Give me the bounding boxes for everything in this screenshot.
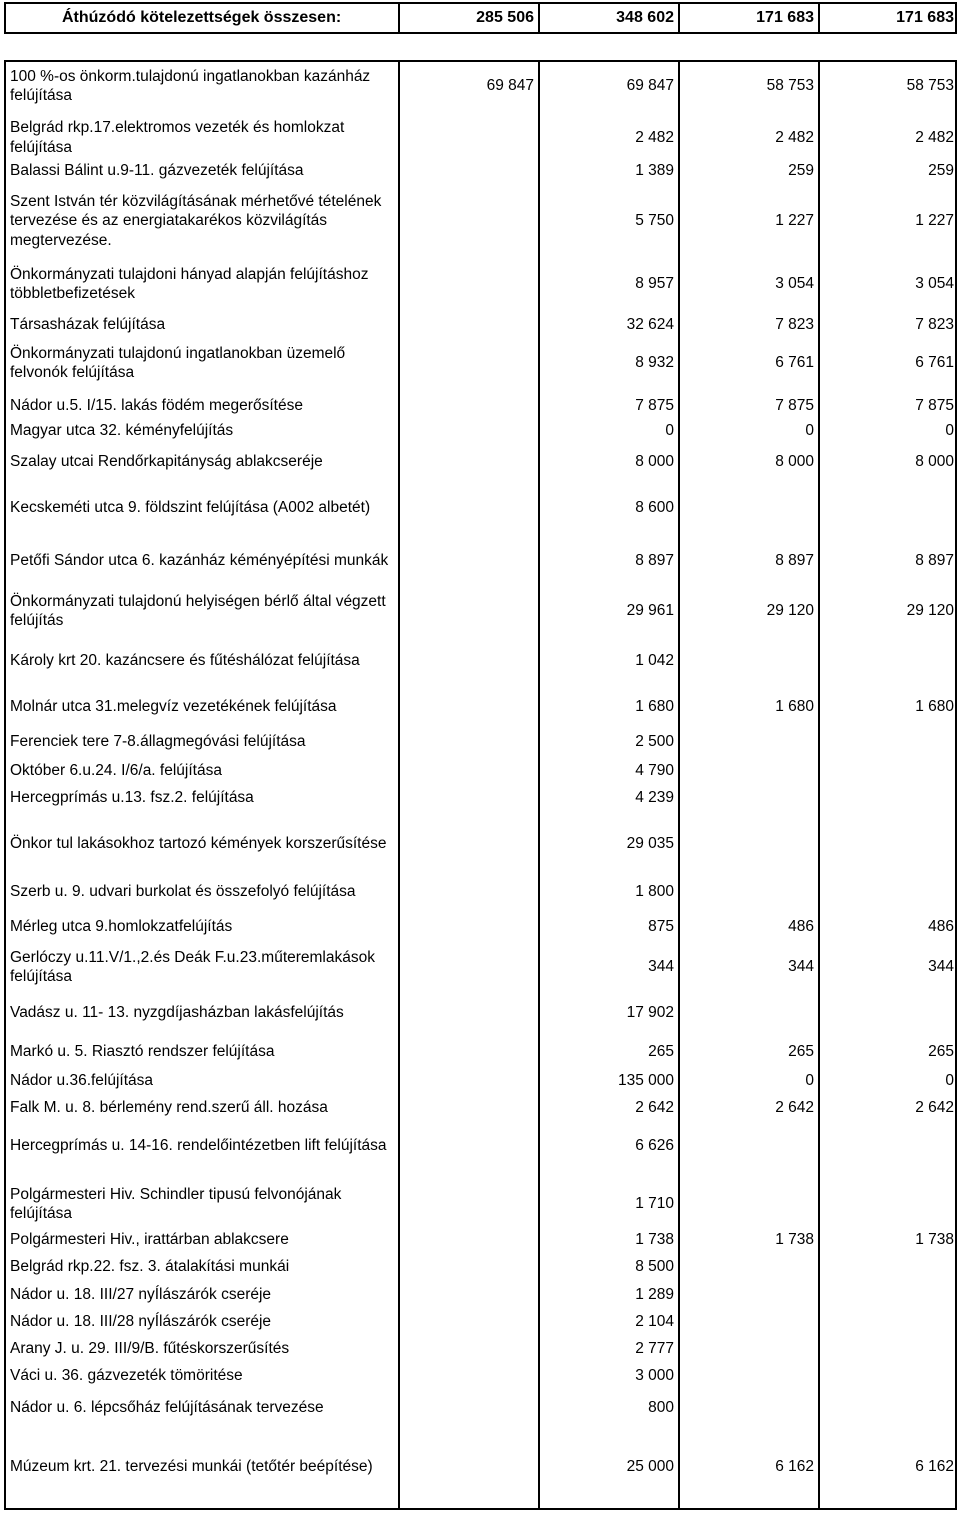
row-value-2: 135 000: [617, 1071, 674, 1089]
row-value-2: 17 902: [626, 1004, 674, 1022]
row-value-4: [824, 758, 954, 783]
summary-title: Áthúzódó kötelezettségek összesen:: [62, 9, 342, 26]
row-value-2: 875: [648, 917, 674, 935]
row-value-3: [684, 1309, 814, 1334]
row-description: Gerlóczy u.11.V/1.,2.és Deák F.u.23.műteremlakások felújítása: [10, 948, 375, 985]
row-value-3: [684, 877, 814, 907]
column-divider: [818, 4, 820, 32]
table-row: [6, 1182, 955, 1226]
row-value-2: 25 000: [626, 1458, 674, 1476]
row-value-3: 344: [788, 958, 814, 976]
row-value-1: [404, 418, 534, 443]
table-row: [6, 259, 955, 309]
row-value-2: 7 875: [635, 396, 674, 414]
row-value-1: [404, 1039, 534, 1064]
row-description: Önkor tul lakásokhoz tartozó kémények korszerűsítése: [10, 835, 387, 853]
table-row: [6, 1336, 955, 1361]
row-value-4: [824, 785, 954, 810]
row-value-4: [824, 1390, 954, 1426]
table-row: [6, 443, 955, 481]
table-row: [6, 1282, 955, 1307]
row-value-3: [684, 1182, 814, 1226]
row-value-2: 4 790: [635, 761, 674, 779]
row-value-4: [824, 1182, 954, 1226]
row-description: Önkormányzati tulajdonú helyiségen bérlő által végzett felújítás: [10, 592, 386, 629]
row-value-4: 29 120: [906, 602, 954, 620]
row-value-3: 2 482: [775, 128, 814, 146]
table-row: [6, 814, 955, 874]
row-value-2: 1 042: [635, 652, 674, 670]
row-value-1: [404, 259, 534, 309]
row-value-1: [404, 1068, 534, 1093]
row-value-1: [404, 758, 534, 783]
table-row: [6, 758, 955, 783]
row-value-4: [824, 1336, 954, 1361]
table-row: [6, 688, 955, 726]
row-value-4: [824, 814, 954, 874]
row-value-4: 8 000: [915, 453, 954, 471]
row-value-1: [404, 814, 534, 874]
obligations-table: [4, 60, 957, 1510]
row-value-4: 58 753: [906, 77, 954, 95]
row-value-3: 7 875: [775, 396, 814, 414]
table-row: [6, 418, 955, 443]
row-value-1: [404, 914, 534, 939]
row-value-4: 1 738: [915, 1230, 954, 1248]
row-value-2: 265: [648, 1042, 674, 1060]
row-value-3: 58 753: [766, 77, 814, 95]
summary-value-2: 348 602: [616, 9, 674, 26]
row-value-2: 8 000: [635, 453, 674, 471]
row-value-3: 3 054: [775, 275, 814, 293]
table-row: [6, 729, 955, 754]
row-description: Hercegprímás u. 14-16. rendelőintézetben lift felújítása: [10, 1137, 387, 1155]
row-description: Önkormányzati tulajdonú ingatlanokban üzemelő felvonók felújítása: [10, 344, 346, 381]
row-value-4: 265: [928, 1042, 954, 1060]
row-value-2: 2 642: [635, 1098, 674, 1116]
row-description: Molnár utca 31.melegvíz vezetékének felújítása: [10, 698, 337, 716]
row-value-1: [404, 638, 534, 684]
row-description: Váci u. 36. gázvezeték tömöritése: [10, 1366, 243, 1384]
row-value-1: [404, 1309, 534, 1334]
row-value-4: 2 482: [915, 128, 954, 146]
row-value-2: 32 624: [626, 315, 674, 333]
row-description: Falk M. u. 8. bérlemény rend.szerű áll. hozása: [10, 1098, 328, 1116]
row-value-1: [404, 187, 534, 255]
row-value-2: 800: [648, 1399, 674, 1417]
row-value-2: 8 600: [635, 499, 674, 517]
row-description: Nádor u. 18. III/28 nyÍlászárók cseréje: [10, 1312, 272, 1330]
row-value-1: [404, 1095, 534, 1120]
row-value-4: 6 162: [915, 1458, 954, 1476]
table-row: [6, 1095, 955, 1120]
row-description: Belgrád rkp.17.elektromos vezeték és homlokzat felújítása: [10, 119, 345, 156]
row-description: Polgármesteri Hiv. Schindler tipusú felvonójának felújítása: [10, 1185, 342, 1222]
row-value-1: [404, 785, 534, 810]
table-row: [6, 914, 955, 939]
row-value-4: 259: [928, 161, 954, 179]
row-value-2: 1 289: [635, 1285, 674, 1303]
row-value-1: [404, 1182, 534, 1226]
row-value-3: 8 000: [775, 453, 814, 471]
row-value-1: [404, 1363, 534, 1388]
row-value-3: 0: [805, 1071, 814, 1089]
table-row: [6, 312, 955, 337]
row-value-3: [684, 1124, 814, 1168]
row-value-2: 344: [648, 958, 674, 976]
row-value-4: [824, 729, 954, 754]
row-description: Petőfi Sándor utca 6. kazánház kéményépítési munkák: [10, 552, 389, 570]
row-value-4: [824, 1363, 954, 1388]
table-row: [6, 1254, 955, 1279]
row-value-3: 6 162: [775, 1458, 814, 1476]
row-value-2: 1 710: [635, 1195, 674, 1213]
row-value-2: 2 104: [635, 1312, 674, 1330]
table-row: [6, 995, 955, 1031]
row-description: Markó u. 5. Riasztó rendszer felújítása: [10, 1042, 275, 1060]
row-description: 100 %-os önkorm.tulajdonú ingatlanokban kazánház felújítása: [10, 67, 371, 104]
row-value-4: 0: [945, 421, 954, 439]
row-description: Magyar utca 32. kéményfelújítás: [10, 421, 234, 439]
table-row: [6, 1390, 955, 1426]
row-value-3: [684, 729, 814, 754]
row-value-2: 1 738: [635, 1230, 674, 1248]
row-value-1: [404, 877, 534, 907]
row-value-1: [404, 1227, 534, 1252]
row-value-4: [824, 1282, 954, 1307]
row-value-3: [684, 638, 814, 684]
row-description: Október 6.u.24. I/6/a. felújítása: [10, 761, 222, 779]
row-value-3: [684, 995, 814, 1031]
row-value-3: 7 823: [775, 315, 814, 333]
table-row: [6, 158, 955, 183]
row-value-3: 259: [788, 161, 814, 179]
table-row: [6, 64, 955, 108]
row-value-1: [404, 995, 534, 1031]
row-value-3: [684, 485, 814, 531]
table-row: [6, 1068, 955, 1093]
row-description: Hercegprímás u.13. fsz.2. felújítása: [10, 788, 254, 806]
row-description: Szerb u. 9. udvari burkolat és összefolyó felújítása: [10, 883, 356, 901]
row-description: Balassi Bálint u.9-11. gázvezeték felújítása: [10, 161, 304, 179]
row-description: Nádor u. 18. III/27 nyÍlászárók cseréje: [10, 1285, 272, 1303]
row-description: Önkormányzati tulajdoni hányad alapján felújításhoz többletbefizetések: [10, 265, 369, 302]
table-row: [6, 785, 955, 810]
table-row: [6, 1434, 955, 1500]
row-value-2: 8 500: [635, 1257, 674, 1275]
row-description: Károly krt 20. kazáncsere és fűtéshálózat felújítása: [10, 652, 360, 670]
row-value-1: [404, 538, 534, 584]
row-description: Nádor u. 6. lépcsőház felújításának tervezése: [10, 1399, 324, 1417]
row-value-2: 3 000: [635, 1366, 674, 1384]
row-value-4: [824, 995, 954, 1031]
row-value-1: [404, 1434, 534, 1500]
row-value-4: 344: [928, 958, 954, 976]
row-description: Ferenciek tere 7-8.állagmegóvási felújítása: [10, 732, 306, 750]
row-value-4: [824, 638, 954, 684]
row-description: Mérleg utca 9.homlokzatfelújítás: [10, 917, 233, 935]
row-value-2: 2 777: [635, 1339, 674, 1357]
row-value-1: [404, 443, 534, 481]
row-value-4: 7 875: [915, 396, 954, 414]
row-description: Szalay utcai Rendőrkapitányság ablakcseréje: [10, 453, 323, 471]
column-divider: [398, 4, 400, 32]
row-value-4: [824, 1309, 954, 1334]
row-value-1: [404, 158, 534, 183]
row-value-3: [684, 1254, 814, 1279]
row-value-2: 8 957: [635, 275, 674, 293]
row-value-2: 5 750: [635, 212, 674, 230]
row-value-2: 2 482: [635, 128, 674, 146]
table-row: [6, 638, 955, 684]
row-value-3: [684, 1390, 814, 1426]
row-value-3: 1 227: [775, 212, 814, 230]
row-value-4: [824, 1124, 954, 1168]
row-value-2: 0: [665, 421, 674, 439]
row-description: Társasházak felújítása: [10, 315, 166, 333]
row-value-2: 6 626: [635, 1137, 674, 1155]
row-value-1: [404, 943, 534, 991]
row-value-1: [404, 1282, 534, 1307]
row-description: Kecskeméti utca 9. földszint felújítása (A002 albetét): [10, 499, 371, 517]
row-value-4: 1 227: [915, 212, 954, 230]
row-value-1: [404, 312, 534, 337]
row-value-4: 6 761: [915, 354, 954, 372]
row-value-4: [824, 1254, 954, 1279]
row-description: Polgármesteri Hiv., irattárban ablakcsere: [10, 1230, 289, 1248]
row-value-3: 1 738: [775, 1230, 814, 1248]
row-value-2: 1 680: [635, 698, 674, 716]
row-value-4: 8 897: [915, 552, 954, 570]
row-description: Vadász u. 11- 13. nyzgdíjasházban lakásfelújítás: [10, 1004, 344, 1022]
table-row: [6, 1227, 955, 1252]
row-value-3: [684, 1363, 814, 1388]
row-description: Szent István tér közvilágításának mérhetővé tételének tervezése és az energiatakarékos közvilágítás megtervezése.: [10, 192, 382, 249]
row-value-4: 0: [945, 1071, 954, 1089]
row-value-1: [404, 1336, 534, 1361]
table-row: [6, 538, 955, 584]
row-value-1: [404, 1390, 534, 1426]
row-description: Arany J. u. 29. III/9/B. fűtéskorszerűsítés: [10, 1339, 290, 1357]
row-value-3: 1 680: [775, 698, 814, 716]
row-value-3: 29 120: [766, 602, 814, 620]
row-value-1: [404, 729, 534, 754]
row-value-2: 2 500: [635, 732, 674, 750]
row-value-3: [684, 758, 814, 783]
row-description: Nádor u.36.felújítása: [10, 1071, 154, 1089]
table-row: [6, 187, 955, 255]
row-value-1: [404, 588, 534, 634]
row-value-1: [404, 1254, 534, 1279]
row-value-3: 486: [788, 917, 814, 935]
row-value-1: 69 847: [486, 77, 534, 95]
summary-value-1: 285 506: [476, 9, 534, 26]
row-value-3: 0: [805, 421, 814, 439]
row-value-3: [684, 1336, 814, 1361]
table-row: [6, 393, 955, 418]
row-value-2: 4 239: [635, 788, 674, 806]
summary-value-4: 171 683: [896, 9, 954, 26]
table-row: [6, 588, 955, 634]
table-row: [6, 117, 955, 158]
table-row: [6, 943, 955, 991]
row-description: Belgrád rkp.22. fsz. 3. átalakítási munkái: [10, 1257, 290, 1275]
table-row: [6, 485, 955, 531]
row-value-4: [824, 485, 954, 531]
row-value-3: 8 897: [775, 552, 814, 570]
table-row: [6, 337, 955, 389]
row-value-1: [404, 337, 534, 389]
table-row: [6, 1124, 955, 1168]
row-value-2: 8 897: [635, 552, 674, 570]
row-value-1: [404, 1124, 534, 1168]
row-value-2: 8 932: [635, 354, 674, 372]
row-value-4: 2 642: [915, 1098, 954, 1116]
row-value-4: 3 054: [915, 275, 954, 293]
table-row: [6, 877, 955, 907]
row-value-4: 1 680: [915, 698, 954, 716]
row-value-4: 486: [928, 917, 954, 935]
row-description: Múzeum krt. 21. tervezési munkái (tetőtér beépítése): [10, 1458, 373, 1476]
table-row: [6, 1039, 955, 1064]
row-description: Nádor u.5. I/15. lakás födém megerősítése: [10, 396, 303, 414]
summary-value-3: 171 683: [756, 9, 814, 26]
row-value-3: 265: [788, 1042, 814, 1060]
row-value-4: 7 823: [915, 315, 954, 333]
summary-header-row: [4, 2, 957, 34]
row-value-1: [404, 688, 534, 726]
row-value-2: 69 847: [626, 77, 674, 95]
row-value-2: 29 035: [626, 835, 674, 853]
row-value-3: [684, 1282, 814, 1307]
row-value-3: [684, 785, 814, 810]
row-value-2: 1 800: [635, 883, 674, 901]
table-row: [6, 1363, 955, 1388]
row-value-3: 2 642: [775, 1098, 814, 1116]
row-value-1: [404, 117, 534, 158]
row-value-2: 1 389: [635, 161, 674, 179]
table-row: [6, 1309, 955, 1334]
row-value-3: [684, 814, 814, 874]
row-value-3: 6 761: [775, 354, 814, 372]
column-divider: [678, 4, 680, 32]
row-value-1: [404, 485, 534, 531]
row-value-1: [404, 393, 534, 418]
row-value-4: [824, 877, 954, 907]
row-value-2: 29 961: [626, 602, 674, 620]
column-divider: [538, 4, 540, 32]
